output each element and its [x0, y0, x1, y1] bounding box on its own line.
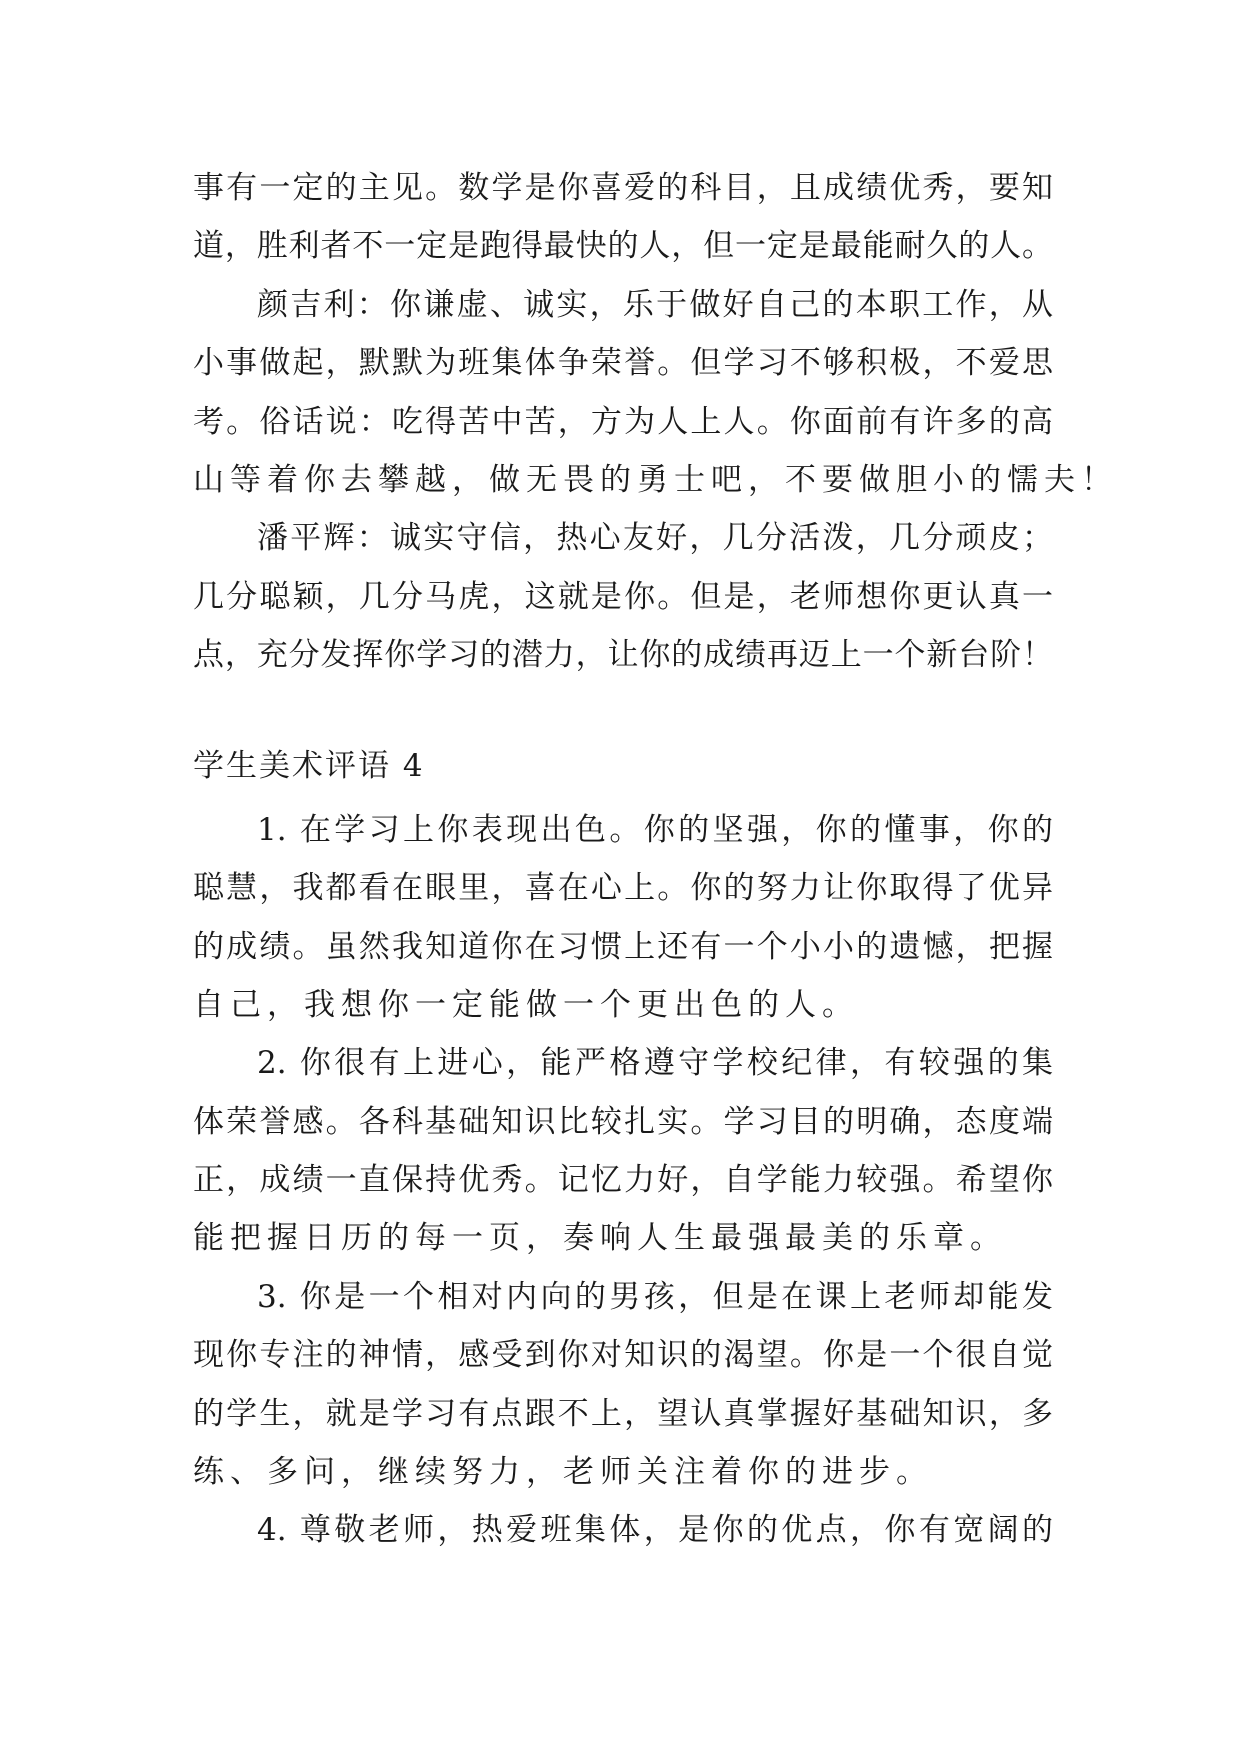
paragraph-line: 道，胜利者不一定是跑得最快的人，但一定是最能耐久的人。 — [193, 228, 1053, 264]
paragraph-line: 现你专注的神情，感受到你对知识的渴望。你是一个很自觉 — [193, 1337, 1053, 1373]
paragraph-line: 小事做起，默默为班集体争荣誉。但学习不够积极，不爱思 — [193, 345, 1053, 381]
paragraph-line: 点，充分发挥你学习的潜力，让你的成绩再迈上一个新台阶！ — [193, 637, 1053, 673]
paragraph-line: 事有一定的主见。数学是你喜爱的科目，且成绩优秀，要知 — [193, 170, 1053, 206]
paragraph-line: 3. 你是一个相对内向的男孩，但是在课上老师却能发 — [257, 1279, 1053, 1315]
paragraph-line: 聪慧，我都看在眼里，喜在心上。你的努力让你取得了优异 — [193, 870, 1053, 906]
paragraph-line: 练、多问，继续努力，老师关注着你的进步。 — [193, 1454, 933, 1490]
paragraph-line: 1. 在学习上你表现出色。你的坚强，你的懂事，你的 — [257, 812, 1053, 848]
section-heading: 学生美术评语 4 — [193, 748, 425, 784]
paragraph-line: 的学生，就是学习有点跟不上，望认真掌握好基础知识，多 — [193, 1396, 1053, 1432]
paragraph-line: 考。俗话说：吃得苦中苦，方为人上人。你面前有许多的高 — [193, 404, 1053, 440]
paragraph-line: 的成绩。虽然我知道你在习惯上还有一个小小的遗憾，把握 — [193, 929, 1053, 965]
paragraph-line: 颜吉利：你谦虚、诚实，乐于做好自己的本职工作，从 — [257, 287, 1053, 323]
paragraph-line: 2. 你很有上进心，能严格遵守学校纪律，有较强的集 — [257, 1045, 1053, 1081]
paragraph-line: 潘平辉：诚实守信，热心友好，几分活泼，几分顽皮； — [257, 520, 1053, 556]
paragraph-line: 能把握日历的每一页，奏响人生最强最美的乐章。 — [193, 1220, 1007, 1256]
paragraph-line: 自己，我想你一定能做一个更出色的人。 — [193, 987, 859, 1023]
paragraph-line: 4. 尊敬老师，热爱班集体，是你的优点，你有宽阔的 — [257, 1512, 1053, 1548]
paragraph-line: 正，成绩一直保持优秀。记忆力好，自学能力较强。希望你 — [193, 1162, 1053, 1198]
paragraph-line: 几分聪颖，几分马虎，这就是你。但是，老师想你更认真一 — [193, 579, 1053, 615]
paragraph-line: 体荣誉感。各科基础知识比较扎实。学习目的明确，态度端 — [193, 1104, 1053, 1140]
paragraph-line: 山等着你去攀越，做无畏的勇士吧，不要做胆小的懦夫！ — [193, 462, 1118, 498]
